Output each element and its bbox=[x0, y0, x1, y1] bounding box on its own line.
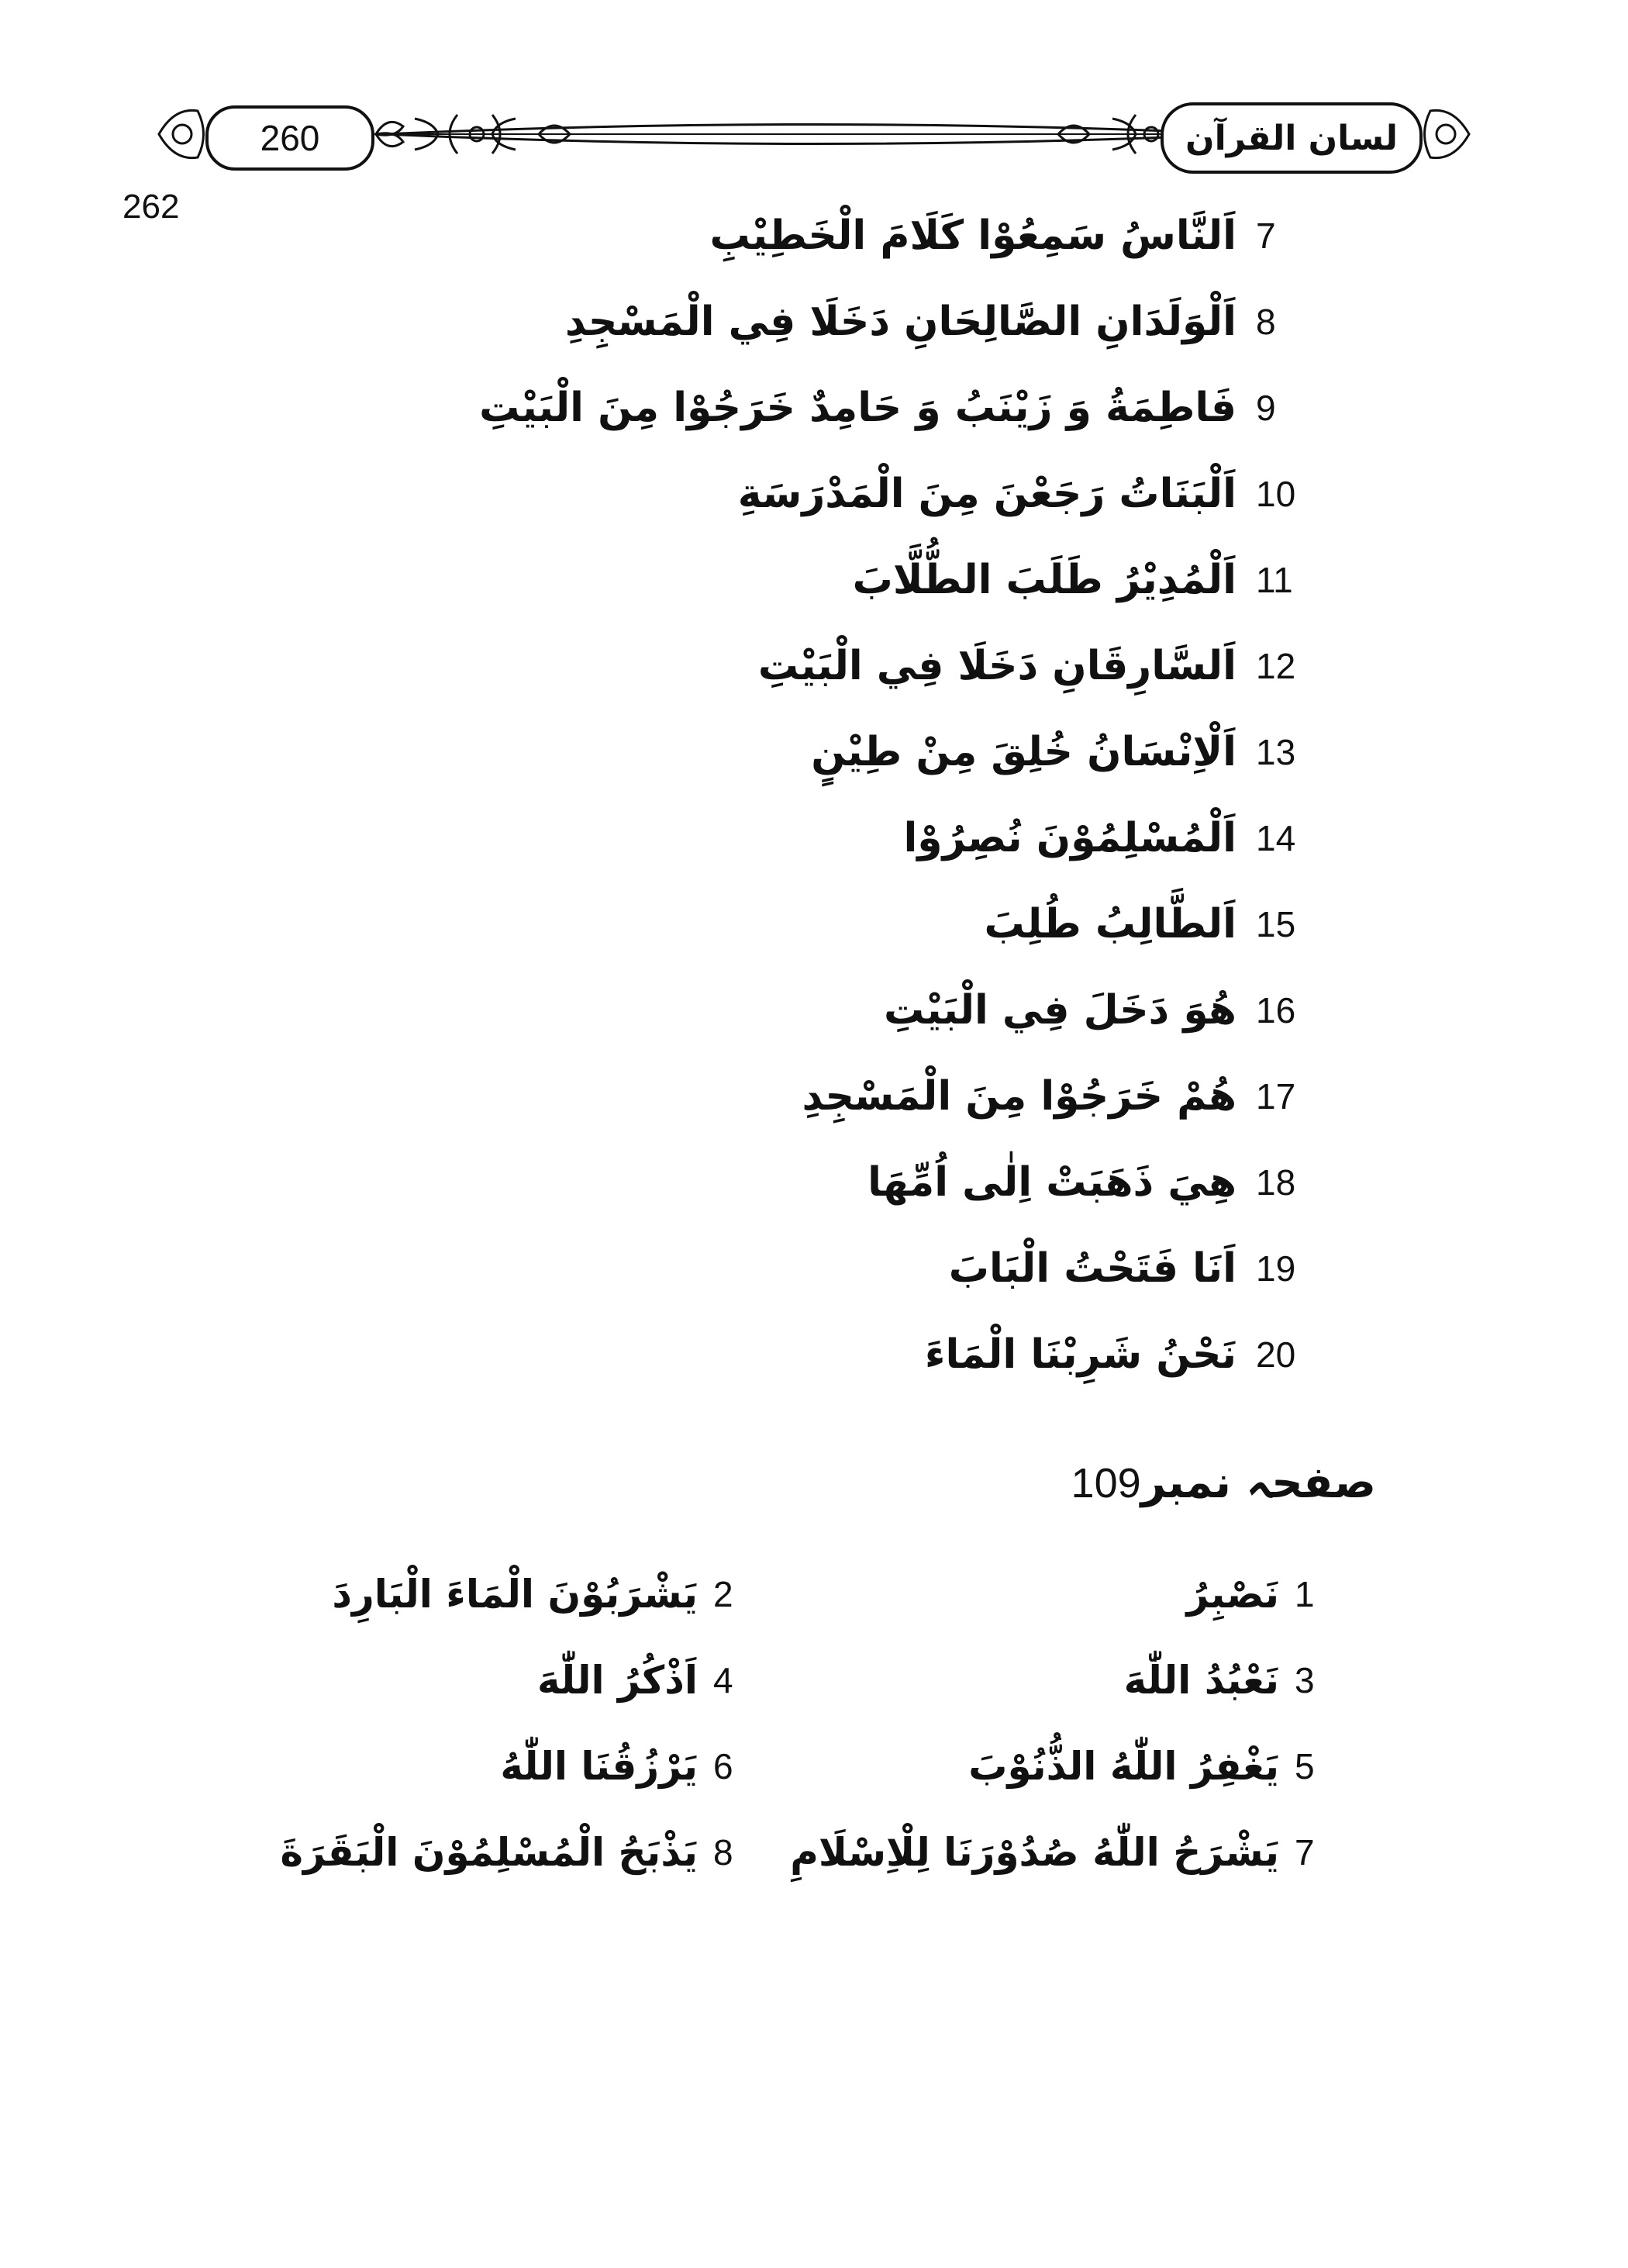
item-text: اَلطَّالِبُ طُلِبَ bbox=[984, 900, 1237, 948]
item-number: 13 bbox=[1256, 731, 1296, 772]
item-number: 12 bbox=[1256, 645, 1296, 686]
item-text: اَلنَّاسُ سَمِعُوْا كَلَامَ الْخَطِيْبِ bbox=[709, 212, 1237, 259]
item-text: اَلْاِنْسَانُ خُلِقَ مِنْ طِيْنٍ bbox=[811, 728, 1237, 775]
item-number: 2 bbox=[713, 1573, 733, 1614]
list-item bbox=[194, 364, 1357, 450]
item-number: 1 bbox=[1295, 1573, 1315, 1614]
item-number: 8 bbox=[1256, 301, 1276, 342]
item-number: 15 bbox=[1256, 903, 1296, 944]
grid-item bbox=[1124, 1637, 1357, 1723]
item-number: 14 bbox=[1256, 817, 1296, 858]
item-text: يَرْزُقُنَا اللّٰهُ bbox=[500, 1743, 698, 1789]
item-text: نَحْنُ شَرِبْنَا الْمَاءَ bbox=[924, 1331, 1237, 1378]
item-text: اَلْمُسْلِمُوْنَ نُصِرُوْا bbox=[903, 814, 1237, 861]
item-text: اَنَا فَتَحْتُ الْبَابَ bbox=[948, 1244, 1237, 1292]
item-text: اَذْكُرُ اللّٰهَ bbox=[536, 1657, 698, 1703]
item-text: هُمْ خَرَجُوْا مِنَ الْمَسْجِدِ bbox=[802, 1072, 1237, 1120]
list-item bbox=[194, 1311, 1357, 1397]
item-number: 19 bbox=[1256, 1248, 1296, 1289]
item-number: 7 bbox=[1256, 215, 1276, 256]
grid-row bbox=[0, 1723, 1628, 1809]
item-number: 5 bbox=[1295, 1745, 1315, 1786]
exercise-grid bbox=[0, 1551, 1628, 1895]
item-text: فَاطِمَةُ وَ زَيْنَبُ وَ حَامِدٌ خَرَجُوْا مِنَ الْبَيْتِ bbox=[479, 384, 1237, 431]
list-item bbox=[194, 278, 1357, 364]
list-item bbox=[194, 537, 1357, 623]
list-item bbox=[194, 1053, 1357, 1139]
sentence-list bbox=[194, 192, 1357, 1397]
page-header bbox=[151, 91, 1477, 177]
grid-item bbox=[281, 1809, 775, 1895]
list-item bbox=[194, 881, 1357, 967]
item-number: 16 bbox=[1256, 989, 1296, 1030]
list-item bbox=[194, 795, 1357, 881]
item-text: يَشْرَحُ اللّٰهُ صُدُوْرَنَا لِلْاِسْلَامِ bbox=[790, 1829, 1279, 1875]
item-text: نَعْبُدُ اللّٰهَ bbox=[1123, 1657, 1279, 1703]
margin-page-number: 262 bbox=[122, 188, 180, 226]
section-number: 109 bbox=[1071, 1460, 1141, 1507]
item-text: اَلْمُدِيْرُ طَلَبَ الطُّلَّابَ bbox=[852, 556, 1237, 603]
item-text: نَصْبِرُ bbox=[1186, 1571, 1279, 1617]
item-number: 6 bbox=[713, 1745, 733, 1786]
list-item bbox=[194, 192, 1357, 278]
grid-item bbox=[790, 1809, 1357, 1895]
grid-item bbox=[537, 1637, 775, 1723]
item-number: 4 bbox=[713, 1659, 733, 1700]
item-text: اَلْوَلَدَانِ الصَّالِحَانِ دَخَلَا فِي الْمَسْجِدِ bbox=[564, 298, 1237, 345]
item-number: 17 bbox=[1256, 1075, 1296, 1117]
grid-row bbox=[0, 1551, 1628, 1637]
item-text: هُوَ دَخَلَ فِي الْبَيْتِ bbox=[883, 986, 1237, 1034]
item-text: هِيَ ذَهَبَتْ اِلٰى اُمِّهَا bbox=[867, 1158, 1237, 1206]
grid-row bbox=[0, 1637, 1628, 1723]
page-number: 260 bbox=[205, 105, 374, 171]
item-number: 3 bbox=[1295, 1659, 1315, 1700]
item-text: يَغْفِرُ اللّٰهُ الذُّنُوْبَ bbox=[968, 1743, 1279, 1789]
section-heading bbox=[1071, 1458, 1376, 1508]
item-number: 10 bbox=[1256, 473, 1296, 514]
item-text: اَلسَّارِقَانِ دَخَلَا فِي الْبَيْتِ bbox=[757, 642, 1237, 689]
item-text: يَذْبَحُ الْمُسْلِمُوْنَ الْبَقَرَةَ bbox=[280, 1829, 698, 1875]
grid-item bbox=[1186, 1551, 1357, 1637]
item-number: 11 bbox=[1256, 559, 1293, 600]
item-number: 20 bbox=[1256, 1334, 1296, 1375]
book-title: لسان القرآن bbox=[1161, 102, 1423, 174]
item-number: 7 bbox=[1295, 1831, 1315, 1873]
grid-item bbox=[332, 1551, 775, 1637]
item-number: 18 bbox=[1256, 1162, 1296, 1203]
grid-item bbox=[500, 1723, 775, 1809]
list-item bbox=[194, 1139, 1357, 1225]
list-item bbox=[194, 1225, 1357, 1311]
section-label: صفحہ نمبر bbox=[1140, 1458, 1376, 1508]
list-item bbox=[194, 709, 1357, 795]
item-number: 8 bbox=[713, 1831, 733, 1873]
grid-row bbox=[0, 1809, 1628, 1895]
item-number: 9 bbox=[1256, 387, 1276, 428]
grid-item bbox=[968, 1723, 1357, 1809]
list-item bbox=[194, 623, 1357, 709]
list-item bbox=[194, 967, 1357, 1053]
list-item bbox=[194, 450, 1357, 537]
item-text: اَلْبَنَاتُ رَجَعْنَ مِنَ الْمَدْرَسَةِ bbox=[737, 470, 1237, 517]
item-text: يَشْرَبُوْنَ الْمَاءَ الْبَارِدَ bbox=[332, 1571, 698, 1617]
